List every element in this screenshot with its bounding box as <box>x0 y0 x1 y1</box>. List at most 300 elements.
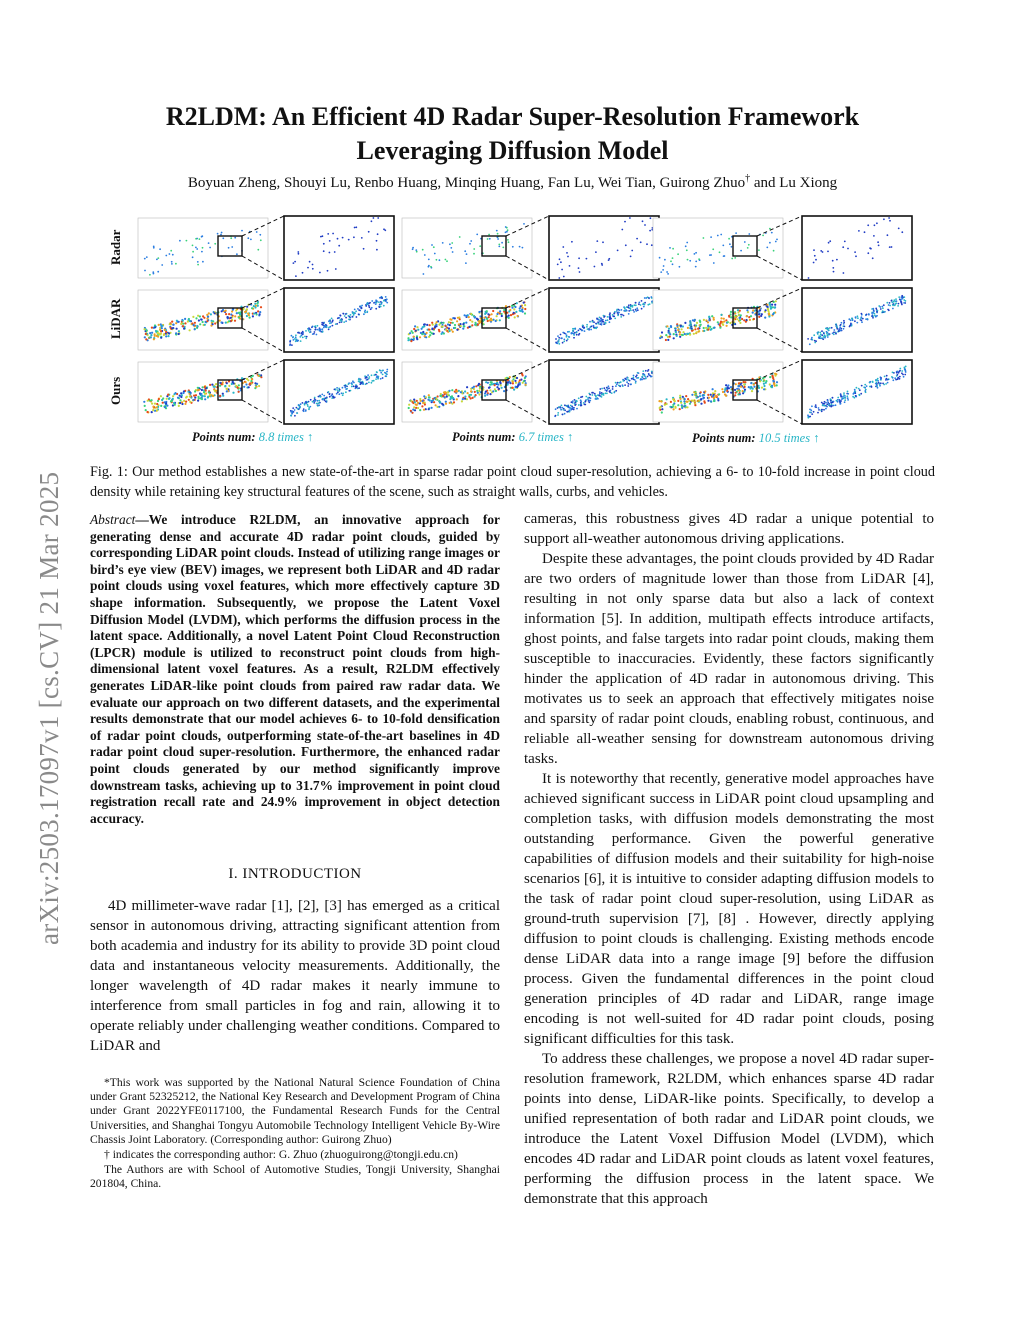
zoom-point <box>852 319 854 321</box>
point <box>246 308 248 310</box>
point <box>476 318 478 320</box>
zoom-point <box>609 390 611 392</box>
point <box>695 324 697 326</box>
zoom-point <box>365 383 367 385</box>
zoom-point <box>360 307 362 309</box>
zoom-point <box>312 268 314 270</box>
point <box>209 393 211 395</box>
point <box>198 319 200 321</box>
point <box>763 385 765 387</box>
point <box>713 262 715 264</box>
point <box>514 306 516 308</box>
point <box>193 324 195 326</box>
point <box>725 319 727 321</box>
point <box>457 395 459 397</box>
point <box>739 317 741 319</box>
point <box>763 380 765 382</box>
point <box>407 339 409 341</box>
zoom-point <box>333 397 335 399</box>
figure-panels <box>108 204 940 430</box>
zoom-point <box>317 325 319 327</box>
zoom-point <box>862 318 864 320</box>
point <box>698 400 700 402</box>
zoom-point <box>305 330 307 332</box>
point <box>173 324 175 326</box>
point <box>466 253 468 255</box>
zoom-point <box>599 394 601 396</box>
zoom-point <box>291 413 293 415</box>
zoom-point <box>302 272 304 274</box>
point <box>454 324 456 326</box>
point <box>673 408 675 410</box>
point <box>188 399 190 401</box>
zoom-point <box>900 301 902 303</box>
point <box>473 248 475 250</box>
zoom-point <box>323 395 325 397</box>
zoom-point <box>824 401 826 403</box>
zoom-point <box>593 325 595 327</box>
zoom-point <box>898 296 900 298</box>
zoom-point <box>827 336 829 338</box>
zoom-point <box>386 302 388 304</box>
point <box>478 393 480 395</box>
zoom-point <box>376 372 378 374</box>
zoom-point <box>853 392 855 394</box>
point <box>419 409 421 411</box>
zoom-point <box>568 336 570 338</box>
point <box>250 380 252 382</box>
zoom-point <box>883 384 885 386</box>
point <box>197 261 199 263</box>
point <box>479 315 481 317</box>
zoom-point <box>316 329 318 331</box>
zoom-point <box>628 379 630 381</box>
point <box>160 405 162 407</box>
zoom-point <box>309 331 311 333</box>
zoom-point <box>630 256 632 258</box>
zoom-point <box>854 389 856 391</box>
zoom-point <box>614 391 616 393</box>
zoom-point <box>361 237 363 239</box>
point <box>206 320 208 322</box>
zoom-point <box>841 322 843 324</box>
zoom-point <box>609 321 611 323</box>
point <box>194 322 196 324</box>
point <box>214 312 216 314</box>
point <box>773 383 775 385</box>
point <box>175 332 177 334</box>
point <box>204 398 206 400</box>
point <box>687 327 689 329</box>
zoom-point <box>599 388 601 390</box>
point <box>433 401 435 403</box>
zoom-point <box>899 298 901 300</box>
point <box>146 411 148 413</box>
point <box>516 377 518 379</box>
point <box>231 383 233 385</box>
point <box>759 380 761 382</box>
point <box>460 391 462 393</box>
zoom-point <box>892 305 894 307</box>
zoom-point <box>289 344 291 346</box>
point <box>228 313 230 315</box>
point <box>438 406 440 408</box>
zoom-point <box>572 330 574 332</box>
zoom-point <box>376 249 378 251</box>
zoom-point <box>592 392 594 394</box>
point <box>700 391 702 393</box>
zoom-point <box>579 333 581 335</box>
point <box>660 271 662 273</box>
zoom-point <box>601 388 603 390</box>
zoom-point <box>558 339 560 341</box>
zoom-point <box>557 414 559 416</box>
point <box>442 395 444 397</box>
point <box>720 321 722 323</box>
point <box>151 399 153 401</box>
point <box>750 386 752 388</box>
point <box>198 397 200 399</box>
point <box>197 264 199 266</box>
point <box>202 261 204 263</box>
point <box>776 384 778 386</box>
zoom-point <box>329 252 331 254</box>
point <box>471 321 473 323</box>
zoom-point <box>898 303 900 305</box>
zoom-point <box>294 415 296 417</box>
zoom-point <box>832 397 834 399</box>
point <box>700 324 702 326</box>
point <box>201 236 203 238</box>
zoom-point <box>295 334 297 336</box>
point <box>475 385 477 387</box>
point <box>446 260 448 262</box>
zoom-point <box>345 388 347 390</box>
zoom-point <box>587 397 589 399</box>
point <box>160 337 162 339</box>
point <box>422 402 424 404</box>
zoom-point <box>855 395 857 397</box>
zoom-point <box>379 369 381 371</box>
zoom-point <box>299 407 301 409</box>
point <box>686 249 688 251</box>
point <box>435 398 437 400</box>
zoom-point <box>872 257 874 259</box>
point <box>734 257 736 259</box>
point <box>469 319 471 321</box>
zoom-point <box>384 372 386 374</box>
zoom-point <box>877 387 879 389</box>
point <box>675 328 677 330</box>
zoom-point <box>353 382 355 384</box>
point <box>431 407 433 409</box>
zoom-point <box>837 399 839 401</box>
zoom-point <box>864 390 866 392</box>
zoom-point <box>871 386 873 388</box>
zoom-point <box>375 308 377 310</box>
point <box>449 402 451 404</box>
zoom-point <box>595 398 597 400</box>
point <box>213 386 215 388</box>
point <box>774 375 776 377</box>
point <box>424 335 426 337</box>
zoom-point <box>818 407 820 409</box>
zoom-point <box>602 241 604 243</box>
zoom-point <box>878 382 880 384</box>
zoom-point <box>609 317 611 319</box>
zoom-point <box>621 309 623 311</box>
zoom-point <box>620 316 622 318</box>
point <box>452 322 454 324</box>
zoom-point <box>300 340 302 342</box>
zoom-point <box>601 263 603 265</box>
point <box>422 400 424 402</box>
zoom-point <box>336 323 338 325</box>
point <box>473 386 475 388</box>
zoom-point <box>851 318 853 320</box>
zoom-point <box>843 328 845 330</box>
point <box>230 320 232 322</box>
point <box>193 395 195 397</box>
zoom-point <box>379 297 381 299</box>
point <box>449 330 451 332</box>
zoom-point <box>569 265 571 267</box>
point <box>523 380 525 382</box>
zoom-point <box>314 331 316 333</box>
point <box>161 327 163 329</box>
zoom-panel <box>802 360 912 424</box>
zoom-point <box>377 233 379 235</box>
arxiv-watermark: arXiv:2503.17097v1 [cs.CV] 21 Mar 2025 <box>34 471 64 945</box>
zoom-point <box>572 407 574 409</box>
point <box>157 332 159 334</box>
zoom-point <box>555 338 557 340</box>
point <box>497 384 499 386</box>
point <box>484 392 486 394</box>
zoom-point <box>825 328 827 330</box>
point <box>720 317 722 319</box>
zoom-point <box>302 337 304 339</box>
zoom-point <box>348 315 350 317</box>
point <box>209 384 211 386</box>
point <box>665 403 667 405</box>
zoom-point <box>628 310 630 312</box>
point <box>445 392 447 394</box>
zoom-point <box>605 392 607 394</box>
zoom-point <box>385 296 387 298</box>
zoom-point <box>557 335 559 337</box>
point <box>744 241 746 243</box>
point <box>735 392 737 394</box>
zoom-point <box>371 374 373 376</box>
point <box>209 247 211 249</box>
zoom-point <box>599 317 601 319</box>
scene-panel <box>653 362 783 422</box>
point <box>680 325 682 327</box>
point <box>501 387 503 389</box>
point <box>230 317 232 319</box>
point <box>734 394 736 396</box>
zoom-point <box>601 322 603 324</box>
point <box>185 396 187 398</box>
point <box>238 384 240 386</box>
point <box>478 383 480 385</box>
zoom-point <box>299 336 301 338</box>
zoom-point <box>643 378 645 380</box>
point <box>524 304 526 306</box>
zoom-point <box>830 400 832 402</box>
point <box>741 318 743 320</box>
point <box>187 391 189 393</box>
point <box>449 243 451 245</box>
point <box>720 234 722 236</box>
zoom-point <box>312 264 314 266</box>
point <box>408 404 410 406</box>
zoom-point <box>562 414 564 416</box>
point <box>697 328 699 330</box>
point <box>761 313 763 315</box>
point <box>168 397 170 399</box>
zoom-point <box>631 250 633 252</box>
point <box>505 226 507 228</box>
zoom-point <box>310 399 312 401</box>
point <box>682 325 684 327</box>
zoom-point <box>873 310 875 312</box>
zoom-point <box>314 401 316 403</box>
point <box>506 231 508 233</box>
zoom-point <box>889 220 891 222</box>
zoom-point <box>837 401 839 403</box>
point <box>414 325 416 327</box>
point <box>769 302 771 304</box>
point <box>431 244 433 246</box>
point <box>210 313 212 315</box>
zoom-point <box>849 325 851 327</box>
zoom-point <box>866 314 868 316</box>
zoom-point <box>327 233 329 235</box>
zoom-point <box>304 336 306 338</box>
zoom-point <box>381 297 383 299</box>
point <box>215 390 217 392</box>
zoom-point <box>879 385 881 387</box>
zoom-point <box>821 409 823 411</box>
point <box>524 312 526 314</box>
zoom-point <box>572 400 574 402</box>
author-list <box>90 173 935 192</box>
zoom-point <box>326 326 328 328</box>
zoom-point <box>844 397 846 399</box>
zoom-point <box>365 377 367 379</box>
zoom-point <box>818 335 820 337</box>
point <box>442 242 444 244</box>
point <box>748 244 750 246</box>
point <box>425 396 427 398</box>
scene-panel <box>653 290 783 350</box>
points-value-1: 8.8 times ↑ <box>258 430 314 444</box>
point <box>144 328 146 330</box>
point <box>164 329 166 331</box>
zoom-point <box>578 330 580 332</box>
zoom-point <box>865 318 867 320</box>
point <box>182 320 184 322</box>
zoom-point <box>329 393 331 395</box>
point <box>666 398 668 400</box>
point <box>666 271 668 273</box>
point <box>744 386 746 388</box>
zoom-point <box>626 379 628 381</box>
point <box>197 387 199 389</box>
point <box>172 404 174 406</box>
point <box>661 331 663 333</box>
zoom-point <box>832 260 834 262</box>
point <box>667 273 669 275</box>
point <box>499 310 501 312</box>
zoom-point <box>586 324 588 326</box>
zoom-point <box>903 302 905 304</box>
zoom-point <box>616 309 618 311</box>
zoom-point <box>338 393 340 395</box>
zoom-point <box>891 376 893 378</box>
point <box>260 306 262 308</box>
point <box>669 406 671 408</box>
point <box>771 385 773 387</box>
point <box>682 334 684 336</box>
point <box>696 322 698 324</box>
point <box>200 397 202 399</box>
point <box>758 387 760 389</box>
point <box>661 408 663 410</box>
point <box>666 325 668 327</box>
point <box>245 310 247 312</box>
zoom-point <box>386 369 388 371</box>
point <box>202 321 204 323</box>
point <box>431 400 433 402</box>
point <box>238 391 240 393</box>
zoom-point <box>609 314 611 316</box>
zoom-point <box>872 381 874 383</box>
zoom-point <box>337 238 339 240</box>
point <box>757 385 759 387</box>
point <box>241 377 243 379</box>
zoom-point <box>831 405 833 407</box>
point <box>689 334 691 336</box>
zoom-point <box>810 409 812 411</box>
zoom-point <box>567 256 569 258</box>
point <box>212 395 214 397</box>
zoom-point <box>572 333 574 335</box>
point <box>234 237 236 239</box>
point <box>409 332 411 334</box>
zoom-point <box>635 302 637 304</box>
point <box>679 398 681 400</box>
point <box>470 313 472 315</box>
zoom-point <box>642 370 644 372</box>
zoom-point <box>843 322 845 324</box>
point <box>726 386 728 388</box>
point <box>499 319 501 321</box>
zoom-point <box>898 228 900 230</box>
zoom-point <box>567 411 569 413</box>
point <box>196 248 198 250</box>
zoom-point <box>840 400 842 402</box>
zoom-point <box>574 332 576 334</box>
zoom-point <box>558 341 560 343</box>
zoom-point <box>839 327 841 329</box>
point <box>441 331 443 333</box>
zoom-point <box>881 306 883 308</box>
point <box>257 310 259 312</box>
zoom-point <box>597 394 599 396</box>
